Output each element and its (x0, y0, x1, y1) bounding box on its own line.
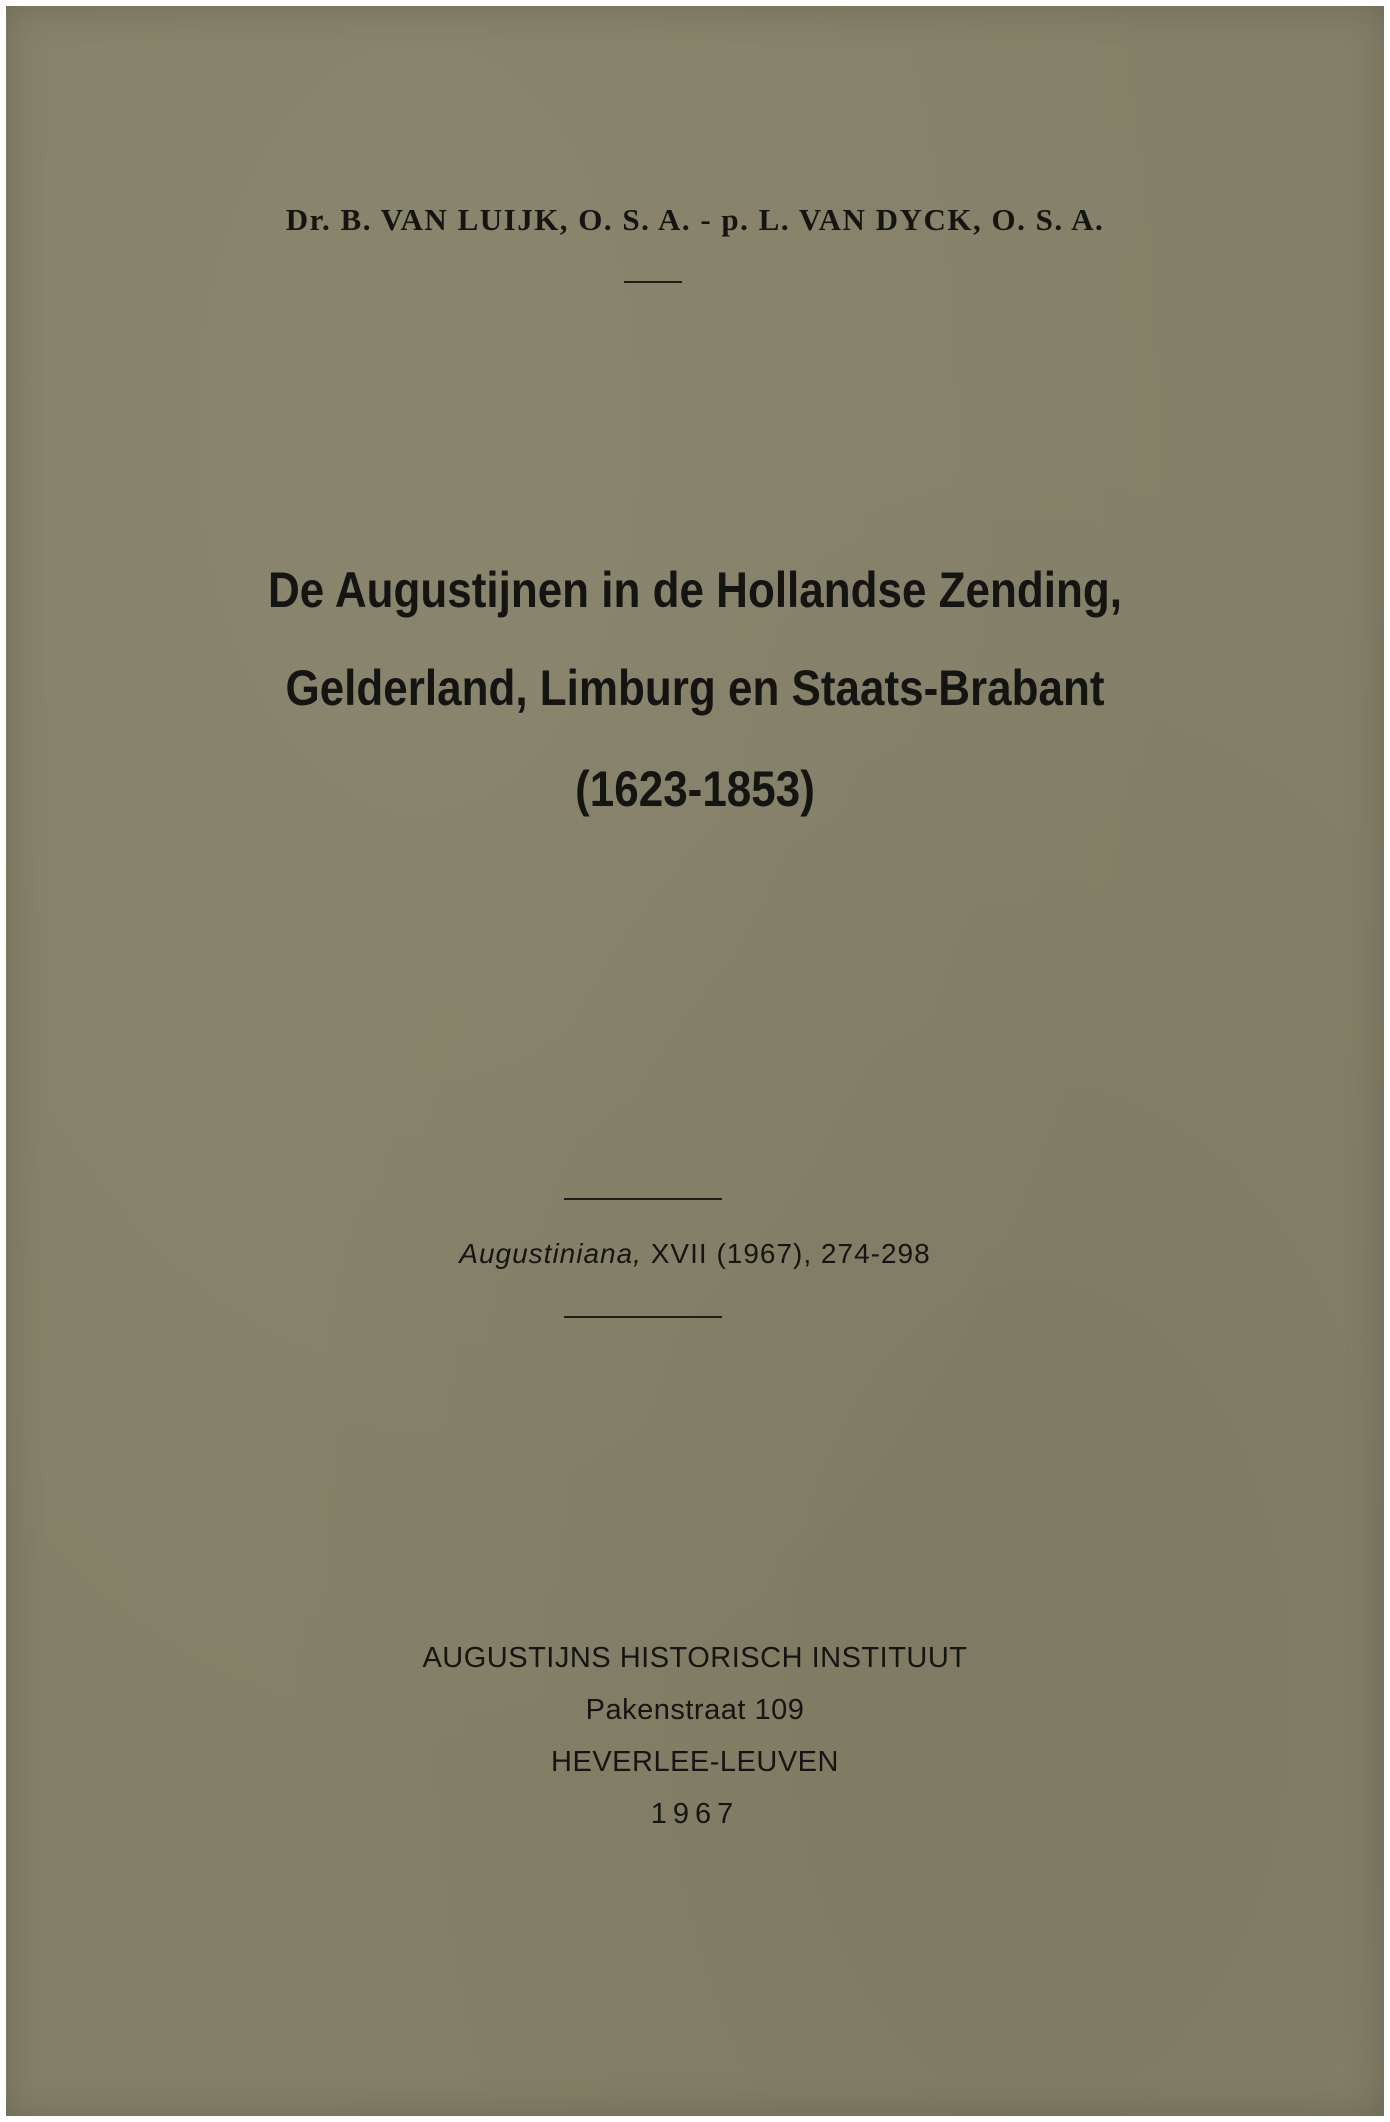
journal-name: Augustiniana, (459, 1238, 642, 1269)
journal-details: XVII (1967), 274-298 (641, 1238, 931, 1269)
divider-above-citation (564, 1198, 722, 1200)
publication-year: 1967 (650, 1798, 740, 1830)
book-cover (6, 6, 1384, 2116)
publisher-name: AUGUSTIJNS HISTORISCH INSTITUUT (422, 1642, 968, 1674)
title-line-3: (1623-1853) (575, 761, 815, 817)
publisher-street: Pakenstraat 109 (585, 1694, 805, 1726)
title-line-2: Gelderland, Limburg en Staats-Brabant (285, 660, 1105, 716)
publisher-city: HEVERLEE-LEUVEN (551, 1746, 839, 1778)
authors-line: Dr. B. VAN LUIJK, O. S. A. - p. L. VAN DYCK, O. S. A. (285, 202, 1105, 237)
title-line-1: De Augustijnen in de Hollandse Zending, (268, 562, 1122, 618)
divider-below-citation (564, 1316, 722, 1318)
divider-short (624, 281, 682, 283)
journal-citation (6, 1238, 1384, 1270)
